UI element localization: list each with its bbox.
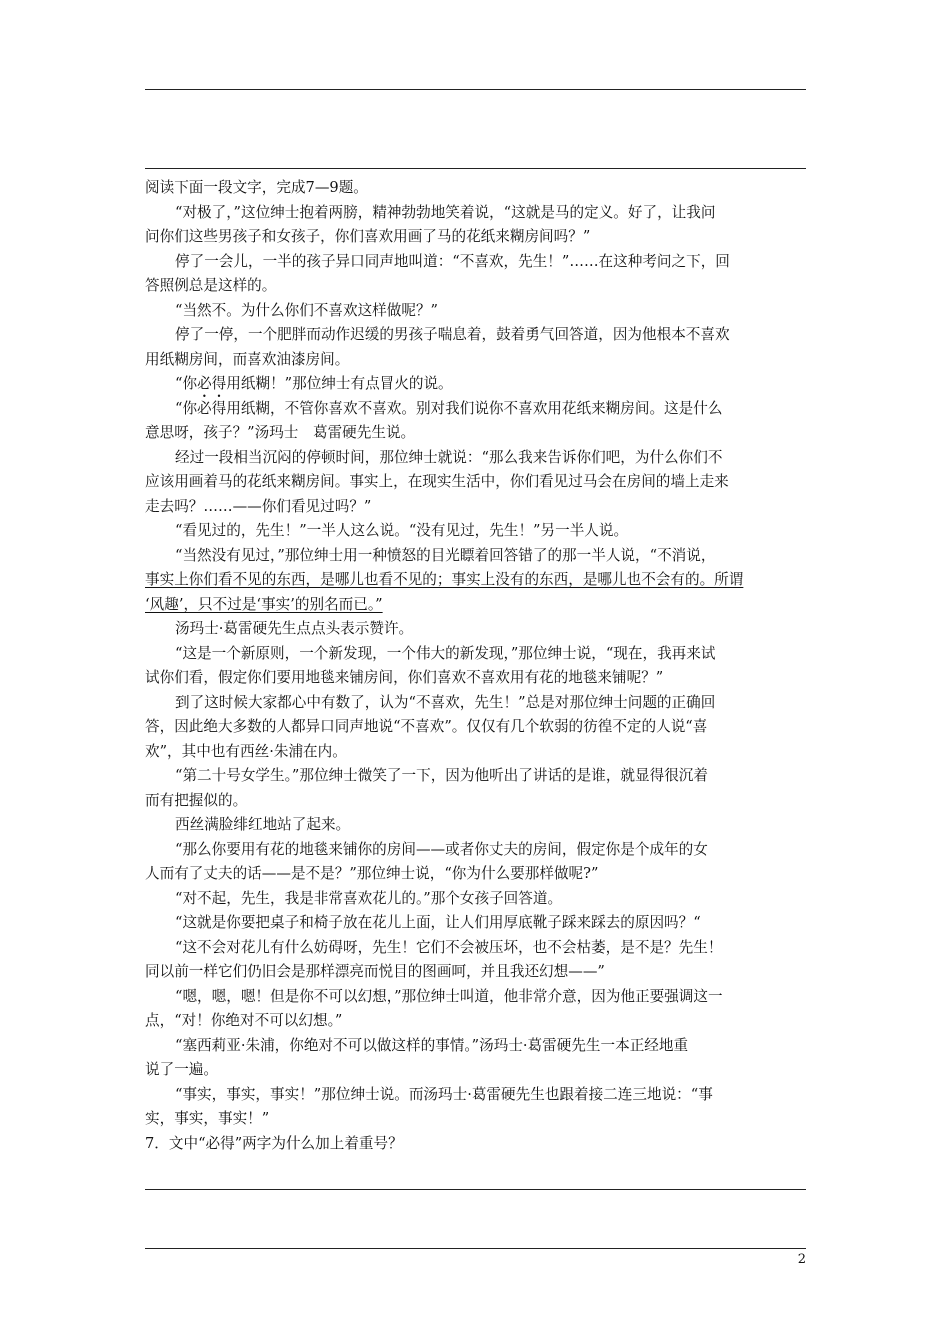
paragraph-line-emphasis	[145, 372, 807, 397]
footer-rule	[145, 1248, 806, 1249]
paragraph-line: “对不起，先生，我是非常喜欢花儿的。”那个女孩子回答道。	[175, 889, 563, 907]
question-7: 7．文中“必得”两字为什么加上着重号？	[145, 1134, 403, 1152]
paragraph-line: “这是一个新原则，一个新发现，一个伟大的新发现，”那位绅士说，“现在，我再来试	[175, 644, 716, 662]
paragraph-line: 说了一遍。	[145, 1061, 218, 1078]
paragraph-line: 而有把握似的。	[145, 791, 248, 809]
paragraph-line: 经过一段相当沉闷的停顿时间，那位绅士就说：“那么我来告诉你们吧，为什么你们不	[175, 448, 723, 466]
reading-passage	[145, 176, 807, 1156]
paragraph-line: “第二十号女学生。”那位绅士微笑了一下，因为他听出了讲话的是谁，就显得很沉着	[175, 767, 708, 784]
page-number: 2	[797, 1252, 806, 1267]
paragraph-line: “嗯，嗯，嗯！但是你不可以幻想，”那位绅士叫道，他非常介意，因为他正要强调这一	[175, 987, 723, 1005]
paragraph-line: 停了一停，一个肥胖而动作迟缓的男孩子喘息着，鼓着勇气回答道，因为他根本不喜欢	[175, 326, 730, 343]
paragraph-line: “这就是你要把桌子和椅子放在花儿上面，让人们用厚底靴子踩来踩去的原因吗？“	[175, 914, 701, 931]
paragraph-line: 走去吗？……——你们看见过吗？”	[145, 497, 372, 515]
paragraph-line: “看见过的，先生！”一半人这么说。“没有见过，先生！”另一半人说。	[175, 522, 629, 539]
paragraph-line: 答，因此绝大多数的人都异口同声地说“不喜欢”。仅仅有几个软弱的彷徨不定的人说“喜	[145, 718, 708, 735]
paragraph-line: 意思呀，孩子？”汤玛士 葛雷硬先生说。	[145, 424, 416, 441]
emphasized-character: 必	[197, 375, 212, 392]
paragraph-line: 人而有了丈夫的话——是不是？”那位绅士说，“你为什么要那样做呢?”	[145, 865, 599, 882]
paragraph-line: “你必得用纸糊，不管你喜欢不喜欢。别对我们说你不喜欢用花纸来糊房间。这是什么	[175, 399, 723, 417]
passage-instruction: 阅读下面一段文字，完成7—9题。	[145, 179, 368, 196]
underlined-text: 事实上你们看不见的东西，是哪儿也看不见的；事实上没有的东西，是哪儿也不会有的。所谓	[145, 571, 744, 588]
paragraph-line: 同以前一样它们仍旧会是那样漂亮而悦目的图画呵，并且我还幻想——”	[145, 963, 605, 980]
text-segment: 用纸糊！”那位绅士有点冒火的说。	[226, 375, 453, 392]
underlined-line	[145, 568, 807, 593]
header-rule	[145, 89, 806, 90]
paragraph-line: “那么你要用有花的地毯来铺你的房间——或者你丈夫的房间，假定你是个成年的女	[175, 840, 708, 858]
paragraph-line: 用纸糊房间，而喜欢油漆房间。	[145, 350, 350, 368]
underlined-line	[145, 593, 807, 618]
paragraph-line: 西丝满脸绯红地站了起来。	[175, 816, 351, 833]
answer-rule	[145, 1189, 806, 1190]
paragraph-line: 试你们看，假定你们要用地毯来铺房间，你们喜欢不喜欢用有花的地毯来铺呢？”	[145, 669, 664, 686]
paragraph-line: “这不会对花儿有什么妨碍呀，先生！它们不会被压坏，也不会枯萎，是不是？先生！	[175, 938, 723, 956]
text-segment: “你	[175, 375, 198, 392]
paragraph-line: 汤玛士·葛雷硬先生点点头表示赞许。	[175, 620, 414, 637]
paragraph-line: “对极了，”这位绅士抱着两膀，精神勃勃地笑着说，“这就是马的定义。好了，让我问	[175, 203, 716, 221]
paragraph-line: 实，事实，事实！”	[145, 1110, 270, 1127]
paragraph-line: 点，“对！你绝对不可以幻想。”	[145, 1012, 343, 1029]
paragraph-line: 到了这时候大家都心中有数了，认为“不喜欢，先生！”总是对那位绅士问题的正确回	[175, 693, 716, 711]
paragraph-line: 欢”，其中也有西丝·朱浦在内。	[145, 742, 347, 760]
underlined-text: ‘风趣’，只不过是‘事实’的别名而已。”	[145, 595, 383, 613]
paragraph-line: “塞西莉亚·朱浦，你绝对不可以做这样的事情。”汤玛士·葛雷硬先生一本正经地重	[175, 1036, 689, 1054]
paragraph-line: 停了一会儿，一半的孩子异口同声地叫道：“不喜欢，先生！”……在这种考问之下，回	[175, 252, 730, 270]
paragraph-line: “事实，事实，事实！”那位绅士说。而汤玛士·葛雷硬先生也跟着接二连三地说：“事	[175, 1085, 713, 1103]
section-rule	[145, 168, 806, 169]
paragraph-line: 应该用画着马的花纸来糊房间。事实上，在现实生活中，你们看见过马会在房间的墙上走来	[145, 473, 729, 490]
paragraph-line: “当然没有见过，”那位绅士用一种愤怒的目光瞟着回答错了的那一半人说，“不消说，	[175, 546, 716, 564]
emphasized-character: 得	[211, 375, 227, 392]
paragraph-line: 答照例总是这样的。	[145, 277, 277, 294]
paragraph-line: “当然不。为什么你们不喜欢这样做呢？”	[175, 301, 439, 319]
paragraph-line: 问你们这些男孩子和女孩子，你们喜欢用画了马的花纸来糊房间吗？”	[145, 228, 591, 245]
